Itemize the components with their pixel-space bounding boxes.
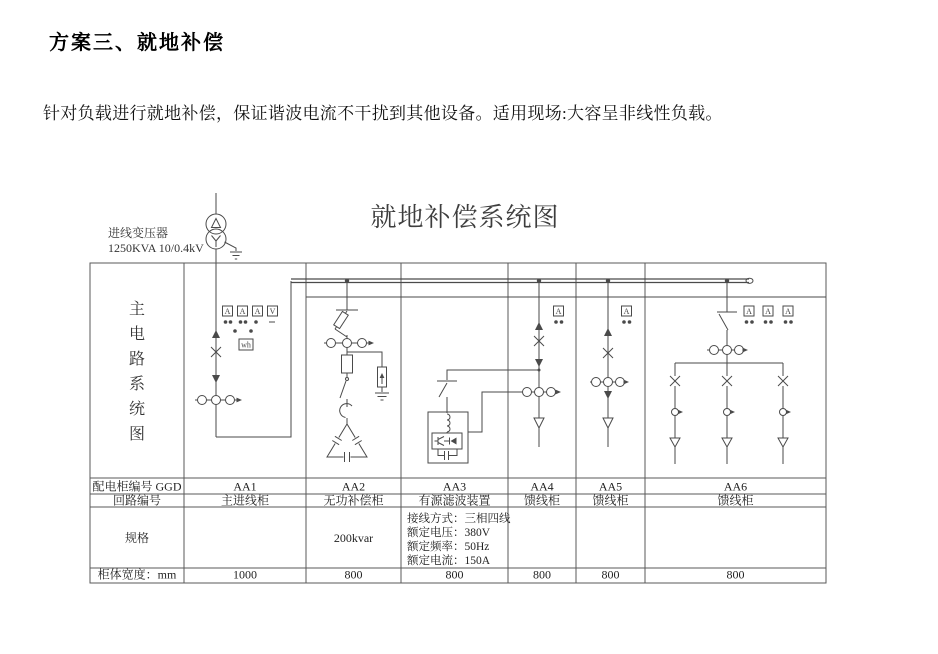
side-label-char: 统 — [128, 401, 146, 418]
spec-aa3-line: 额定电流：150A — [407, 555, 491, 567]
side-label-char: 图 — [128, 426, 146, 443]
aa1-bus-link — [216, 281, 291, 437]
width-value: 800 — [601, 567, 620, 582]
side-label-char: 电 — [128, 326, 146, 343]
cabinet-id: AA2 — [341, 479, 366, 494]
width-value: 800 — [533, 567, 551, 582]
aa6-branch-2 — [722, 363, 735, 464]
row-spec — [125, 511, 511, 567]
ammeter-label: A — [746, 307, 752, 316]
aa5-ct-group — [590, 378, 629, 387]
discharge-resistor-branch — [347, 352, 389, 400]
spec-aa3-line: 接线方式：三相四线 — [407, 513, 511, 525]
spec-aa3-line: 额定频率：50Hz — [407, 541, 490, 553]
aa2-ct-group — [324, 339, 374, 348]
cabinet-id: AA6 — [723, 479, 748, 494]
row-label-circuit-no: 回路编号 — [112, 493, 162, 508]
row-cabinet-no — [93, 479, 748, 494]
ground-icon — [375, 393, 389, 400]
contactor-icon — [340, 404, 352, 418]
circuit-name: 馈线柜 — [523, 493, 561, 508]
row-circuit-no — [113, 493, 754, 508]
width-value: 800 — [445, 567, 464, 582]
drawout-arrow-down-icon — [535, 359, 543, 367]
fuse-switch-icon — [334, 311, 349, 337]
aa4-meter — [554, 306, 564, 324]
transformer-ground-icon — [225, 242, 243, 259]
drawout-arrow-down-icon — [212, 375, 220, 383]
aa1-ct-group — [195, 396, 242, 405]
energy-meter-label: wh — [241, 340, 251, 350]
transformer-name-label: 进线变压器 — [108, 226, 169, 240]
cabinet-id: AA1 — [233, 479, 257, 494]
circuit-name: 馈线柜 — [717, 493, 754, 508]
cabinet-id: AA5 — [598, 479, 623, 494]
switch-icon — [437, 381, 457, 397]
ammeter-label: A — [224, 307, 231, 316]
igbt-icon — [435, 437, 450, 446]
transformer-rating-label: 1250KVA 10/0.4kV — [108, 241, 204, 255]
width-value: 800 — [344, 567, 363, 582]
spec-aa3-line: 额定电压：380V — [407, 527, 491, 539]
ammeter-label: A — [555, 307, 562, 316]
capacitor-bank-delta-icon — [327, 424, 367, 462]
circuit-name: 有源滤波装置 — [418, 493, 491, 508]
aa6-branch-3 — [778, 363, 791, 464]
aa1-meters — [223, 306, 278, 350]
row-width — [98, 567, 745, 582]
ammeter-label: A — [239, 307, 246, 316]
aa3-circuit — [428, 369, 541, 464]
circuit-name: 无功补偿柜 — [323, 493, 384, 508]
dc-capacitor-icon — [438, 449, 457, 460]
diode-icon — [450, 438, 457, 445]
side-label-char: 主 — [128, 301, 146, 318]
filter-output-link — [468, 392, 521, 432]
cabinet-id: AA3 — [442, 479, 467, 494]
circuit-name: 馈线柜 — [592, 493, 629, 508]
inductor-icon — [447, 414, 450, 432]
spec-aa2: 200kvar — [333, 531, 374, 545]
aa5-meter — [622, 306, 632, 324]
aa6-meters — [744, 306, 793, 324]
voltmeter-label: V — [269, 307, 276, 316]
drawout-arrow-up-icon — [604, 328, 612, 336]
aa6-circuit — [670, 282, 793, 464]
disconnect-switch-icon — [717, 312, 737, 330]
aa6-branch-1 — [670, 363, 683, 464]
feeder-arrow-icon — [670, 438, 680, 447]
transformer-symbol — [206, 193, 226, 263]
feeder-arrow-icon — [534, 418, 544, 428]
aa1-circuit — [195, 263, 291, 437]
ammeter-label: A — [765, 307, 771, 316]
side-label-char: 系 — [128, 376, 146, 393]
feeder-arrow-icon — [778, 438, 788, 447]
ammeter-label: A — [785, 307, 791, 316]
reactor-icon — [342, 355, 353, 373]
section-heading: 方案三、就地补偿 — [49, 32, 225, 54]
drawout-arrow-down-icon — [604, 391, 612, 399]
side-label-char: 路 — [128, 351, 146, 368]
aa4-circuit — [521, 282, 564, 447]
aa4-ct-group — [521, 388, 561, 397]
busbar — [291, 278, 826, 297]
diagram-title: 就地补偿系统图 — [370, 203, 560, 232]
feeder-arrow-icon — [603, 418, 613, 428]
width-value: 800 — [726, 567, 745, 582]
switch-icon — [340, 378, 349, 399]
ammeter-label: A — [254, 307, 261, 316]
width-value: 1000 — [233, 567, 257, 582]
row-label-width: 柜体宽度：mm — [97, 567, 177, 582]
body-paragraph: 针对负载进行就地补偿，保证谐波电流不干扰到其他设备。适用现场:大容呈非线性负载。 — [43, 104, 723, 123]
aa6-ct-group — [707, 346, 748, 355]
ammeter-label: A — [623, 307, 630, 316]
feeder-arrow-icon — [722, 438, 732, 447]
aa2-circuit — [324, 282, 389, 462]
drawout-arrow-up-icon — [535, 322, 543, 330]
row-label-spec: 规格 — [124, 531, 150, 545]
drawout-arrow-up-icon — [212, 330, 220, 338]
circuit-name: 主进线柜 — [220, 493, 270, 508]
side-label — [129, 300, 145, 443]
aa5-circuit — [590, 282, 632, 447]
row-label-cabinet-no: 配电柜编号 GGD — [92, 479, 182, 494]
cabinet-id: AA4 — [530, 479, 554, 494]
